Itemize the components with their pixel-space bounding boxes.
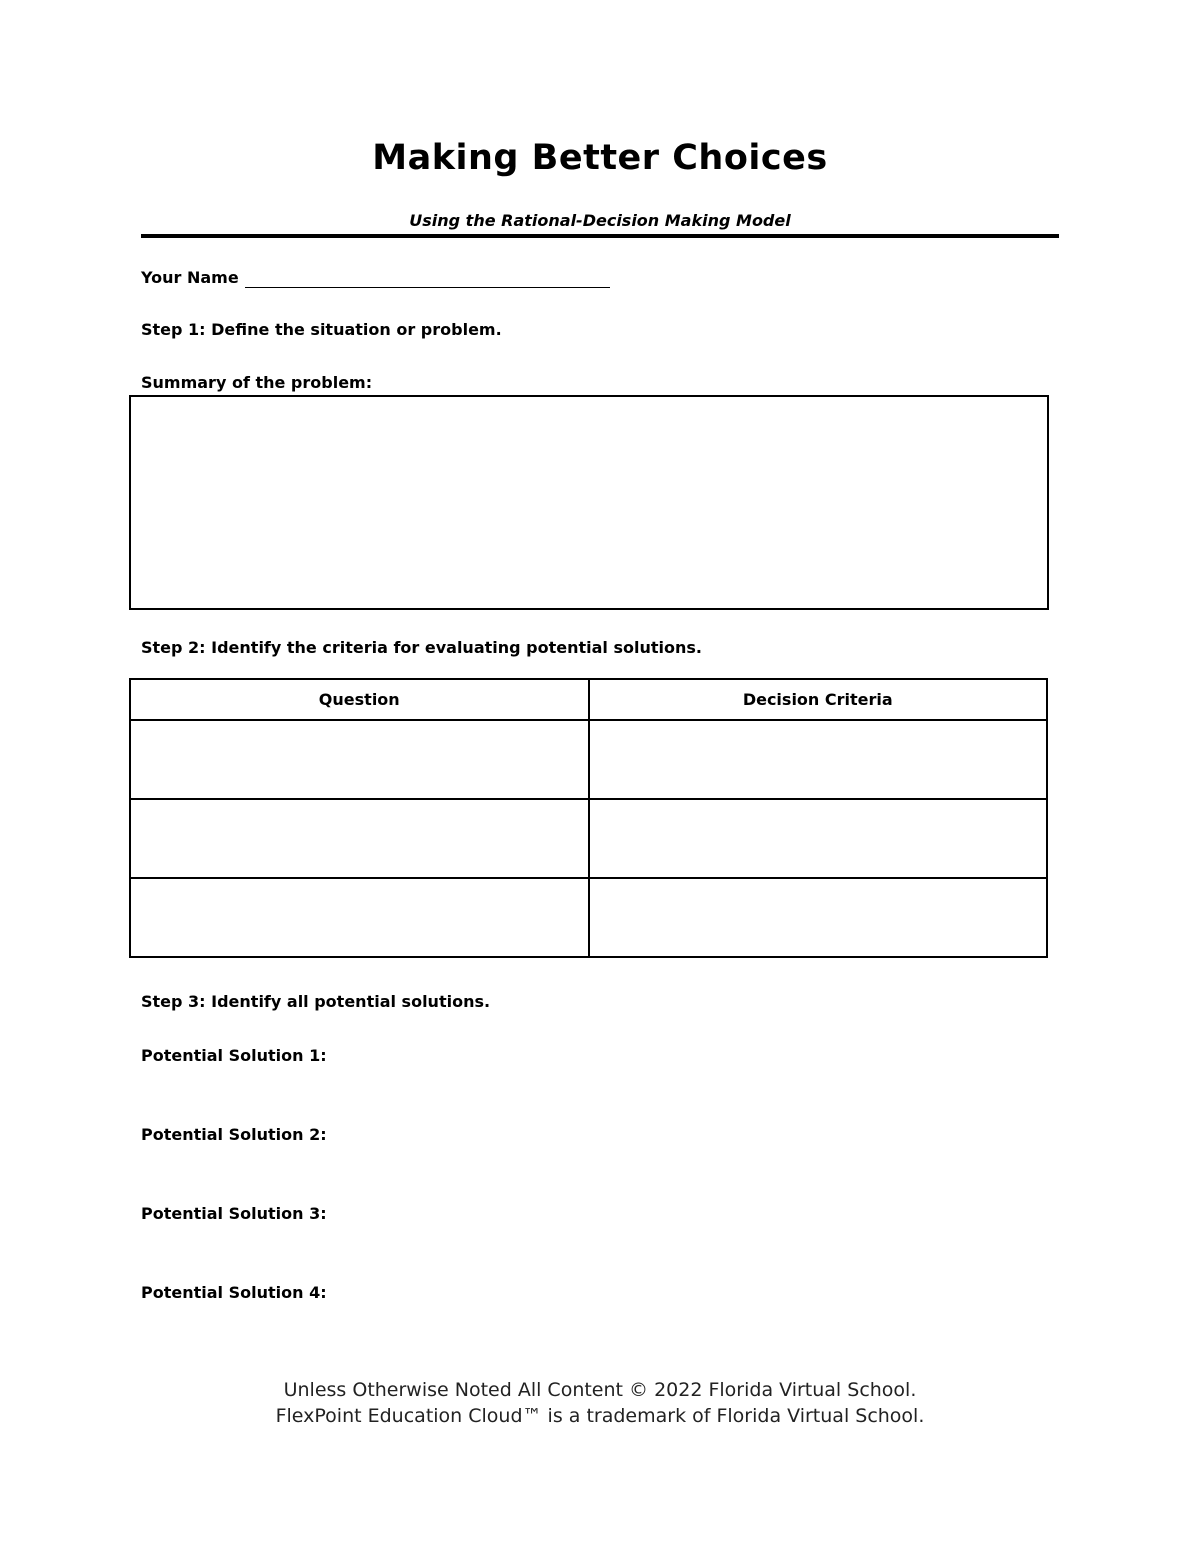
table-row — [130, 878, 1047, 957]
page-title: Making Better Choices — [372, 138, 828, 178]
copyright-notice: Unless Otherwise Noted All Content © 2022 Florida Virtual School. — [283, 1379, 917, 1401]
name-label: Your Name — [141, 268, 239, 287]
decision-criteria-cell[interactable] — [589, 720, 1048, 799]
question-cell[interactable] — [130, 878, 589, 957]
step3-heading: Step 3: Identify all potential solutions. — [141, 992, 491, 1011]
step1-heading: Step 1: Define the situation or problem. — [141, 320, 502, 339]
potential-solution-3-label: Potential Solution 3: — [141, 1204, 327, 1223]
trademark-notice: FlexPoint Education Cloud™ is a trademark of Florida Virtual School. — [275, 1405, 925, 1427]
table-header-row — [130, 679, 1047, 720]
step2-heading: Step 2: Identify the criteria for evaluating potential solutions. — [141, 638, 702, 657]
title-divider — [141, 234, 1059, 238]
summary-field[interactable] — [129, 395, 1049, 610]
summary-label: Summary of the problem: — [141, 373, 373, 392]
potential-solution-1-label: Potential Solution 1: — [141, 1046, 327, 1065]
question-cell[interactable] — [130, 799, 589, 878]
potential-solution-4-label: Potential Solution 4: — [141, 1283, 327, 1302]
question-column-header: Question — [130, 679, 589, 720]
decision-criteria-cell[interactable] — [589, 799, 1048, 878]
question-cell[interactable] — [130, 720, 589, 799]
decision-criteria-cell[interactable] — [589, 878, 1048, 957]
decision-criteria-column-header: Decision Criteria — [589, 679, 1048, 720]
table-row — [130, 799, 1047, 878]
table-row — [130, 720, 1047, 799]
page-subtitle: Using the Rational-Decision Making Model — [409, 211, 791, 230]
name-field[interactable] — [245, 287, 610, 288]
potential-solution-2-label: Potential Solution 2: — [141, 1125, 327, 1144]
criteria-table — [129, 678, 1048, 958]
